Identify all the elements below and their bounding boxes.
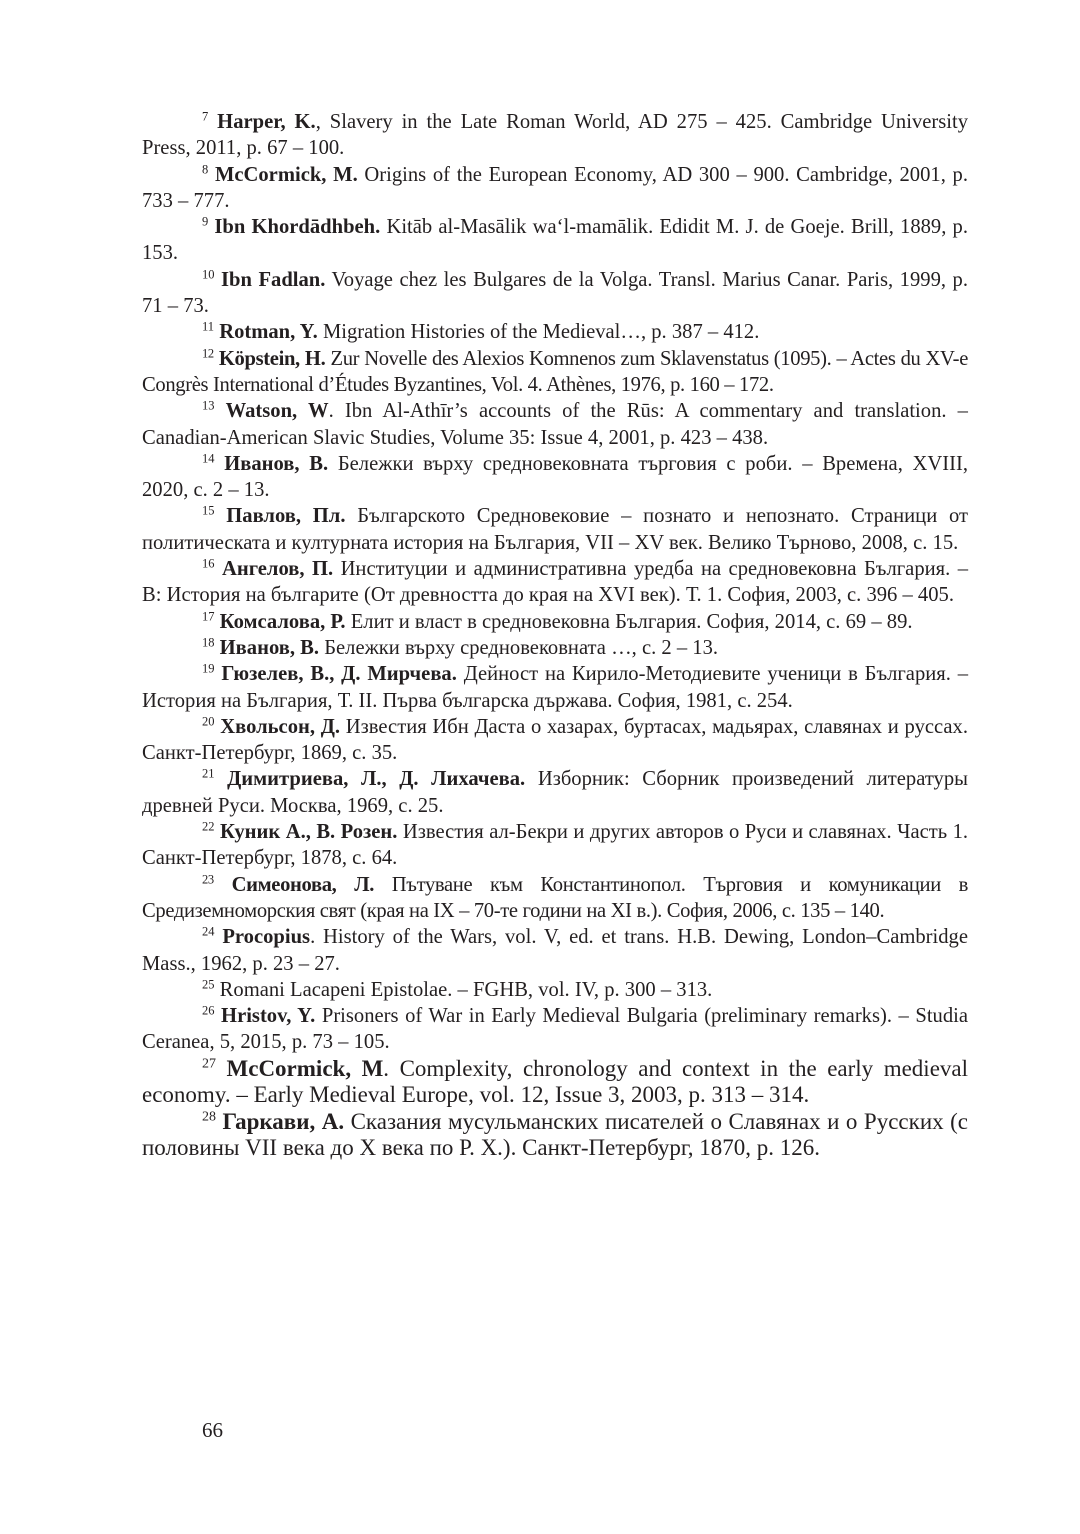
footnote-author: Ibn Fadlan. bbox=[221, 268, 326, 291]
footnotes-list bbox=[142, 109, 968, 1162]
footnote-number: 8 bbox=[202, 162, 209, 177]
footnote-number: 20 bbox=[202, 714, 215, 729]
footnote-23 bbox=[142, 872, 968, 925]
footnote-text: Сказания мусульманских писателей о Славянах и о Русских (с половины VII века до X века по Р. Х.). Санкт-Петербург, 1870, р. 126. bbox=[142, 1108, 968, 1161]
footnote-text: Дейност на Кирило-Методиевите ученици в България. – История на България, Т. II. Първа българска държава. София, 1981, с. 254. bbox=[142, 663, 969, 712]
footnote-author: Ibn Khordādhbeh. bbox=[214, 216, 381, 239]
footnote-number: 26 bbox=[202, 1003, 215, 1018]
footnote-number: 11 bbox=[202, 319, 215, 334]
footnote-author: McCormick, M. bbox=[214, 163, 358, 186]
footnote-number: 12 bbox=[202, 346, 214, 361]
footnote-17 bbox=[142, 609, 968, 635]
footnote-author: Watson, W bbox=[225, 400, 329, 423]
footnote-26 bbox=[142, 1003, 968, 1056]
footnote-author: Гаркави, А. bbox=[222, 1108, 345, 1134]
footnote-15 bbox=[142, 503, 968, 556]
footnote-text: Българското Средновековие – познато и непознато. Страници от политическата и културната история на България, VII – XV век. Велико Търново, 2008, с. 15. bbox=[142, 505, 968, 554]
footnote-text: . Complexity, chronology and context in the early medieval economy. – Early Medieval Europe, vol. 12, Issue 3, 2003, p. 313 – 314. bbox=[142, 1055, 969, 1108]
footnote-text: Бележки върху средновековната търговия с роби. – Времена, XVIII, 2020, с. 2 – 13. bbox=[142, 452, 969, 502]
footnote-12 bbox=[142, 346, 968, 399]
footnote-text: . Ibn Al-Athīr’s accounts of the Rūs: A commentary and translation. – Canadian-American Slavic Studies, Volume 35: Issue 4, 2001, p. 423 – 438. bbox=[142, 400, 968, 449]
footnote-text: Zur Novelle des Alexios Komnenos zum Sklavenstatus (1095). – Actes du XV-e Congrès International d’Études Byzantines, Vol. 4. Athènes, 1976, p. 160 – 172. bbox=[142, 347, 968, 396]
footnote-number: 9 bbox=[202, 214, 209, 229]
footnote-text: Romani Lacapeni Epistolae. – FGHB, vol. IV, p. 300 – 313. bbox=[219, 978, 713, 1001]
footnote-author: Иванов, В. bbox=[224, 452, 329, 475]
footnote-text: Изборник: Сборник произведений литературы древней Руси. Москва, 1969, с. 25. bbox=[142, 768, 968, 817]
footnote-19 bbox=[142, 661, 968, 714]
footnote-text: Институции и административна уредба на средновековна България. – В: История на българите (От древността до края на XVI век). Т. 1. София, 2003, с. 396 – 405. bbox=[142, 558, 968, 607]
footnote-text: Известия ал-Бекри и других авторов о Руси и славянах. Часть 1. Санкт-Петербург, 1878, с. 64. bbox=[142, 821, 969, 870]
footnote-11 bbox=[142, 319, 968, 345]
footnote-text: Елит и власт в средновековна България. София, 2014, с. 69 – 89. bbox=[345, 610, 913, 633]
footnote-27 bbox=[142, 1056, 968, 1109]
footnote-number: 21 bbox=[202, 766, 215, 781]
footnote-20 bbox=[142, 714, 968, 767]
footnote-text: Известия Ибн Даста о хазарах, буртасах, мадьярах, славянах и руссах. Санкт-Петербург, 1869, с. 35. bbox=[142, 715, 968, 765]
footnote-author: Hristov, Y. bbox=[221, 1005, 316, 1028]
footnote-author: McCormick, M bbox=[226, 1055, 384, 1081]
footnote-18 bbox=[142, 635, 968, 661]
footnote-author: Симеонова, Л. bbox=[231, 873, 375, 896]
footnote-text: Пътуване към Константинопол. Търговия и комуникации в Средиземноморския свят (края на IX – 70-те години на XI в.). София, 2006, с. 135 – 140. bbox=[142, 873, 968, 922]
footnote-author: Köpstein, H. bbox=[218, 347, 326, 370]
footnote-text: Voyage chez les Bulgares de la Volga. Transl. Marius Canar. Paris, 1999, p. 71 – 73. bbox=[142, 268, 968, 318]
footnote-28 bbox=[142, 1109, 968, 1162]
footnote-author: Куник А., В. Розен. bbox=[219, 821, 398, 844]
footnote-number: 16 bbox=[202, 556, 215, 571]
footnote-number: 7 bbox=[202, 109, 209, 124]
footnote-author: Павлов, Пл. bbox=[226, 505, 346, 528]
footnote-number: 19 bbox=[202, 661, 215, 676]
footnote-text: Origins of the European Economy, AD 300 – 900. Cambridge, 2001, p. 733 – 777. bbox=[142, 163, 968, 212]
footnote-author: Гюзелев, В., Д. Мирчева. bbox=[221, 663, 457, 686]
footnote-number: 28 bbox=[202, 1109, 216, 1125]
footnote-21 bbox=[142, 766, 968, 819]
footnote-22 bbox=[142, 819, 968, 872]
footnote-7 bbox=[142, 109, 968, 162]
footnote-25 bbox=[142, 977, 968, 1003]
footnote-24 bbox=[142, 924, 968, 977]
footnote-number: 17 bbox=[202, 609, 215, 624]
footnote-author: Иванов, В. bbox=[219, 636, 320, 659]
footnote-10 bbox=[142, 267, 968, 320]
footnote-number: 15 bbox=[202, 503, 215, 518]
footnote-author: Rotman, Y. bbox=[219, 321, 318, 344]
footnote-text: Migration Histories of the Medieval…, p. 387 – 412. bbox=[317, 321, 760, 344]
footnote-author: Комсалова, Р. bbox=[219, 610, 346, 633]
footnote-number: 14 bbox=[202, 451, 215, 466]
footnote-text: Бележки върху средновековната …, с. 2 – 13. bbox=[319, 636, 719, 659]
footnote-number: 27 bbox=[202, 1056, 216, 1072]
footnote-author: Harper, K. bbox=[217, 111, 316, 133]
footnote-number: 18 bbox=[202, 635, 215, 650]
footnote-14 bbox=[142, 451, 968, 504]
footnote-8 bbox=[142, 162, 968, 215]
footnote-author: Ангелов, П. bbox=[221, 558, 334, 581]
footnote-author: Procopius bbox=[222, 926, 311, 949]
footnote-number: 23 bbox=[202, 872, 214, 887]
footnote-16 bbox=[142, 556, 968, 609]
footnote-number: 22 bbox=[202, 819, 215, 834]
footnote-number: 10 bbox=[202, 267, 215, 282]
footnote-9 bbox=[142, 214, 968, 267]
footnote-text: Prisoners of War in Early Medieval Bulgaria (preliminary remarks). – Studia Ceranea, 5, 2015, p. 73 – 105. bbox=[142, 1005, 969, 1054]
footnote-number: 24 bbox=[202, 924, 215, 939]
footnote-number: 25 bbox=[202, 977, 215, 992]
page-number: 66 bbox=[202, 1418, 223, 1442]
footnote-author: Хвольсон, Д. bbox=[220, 715, 341, 738]
footnote-13 bbox=[142, 398, 968, 451]
footnote-text: Kitāb al-Masālik wa‘l-mamālik. Edidit M. J. de Goeje. Brill, 1889, p. 153. bbox=[142, 216, 968, 265]
footnote-author: Димитриева, Л., Д. Лихачева. bbox=[227, 768, 526, 791]
footnote-number: 13 bbox=[202, 398, 215, 413]
footnote-text: , Slavery in the Late Roman World, AD 275 – 425. Cambridge University Press, 2011, p. 67 – 100. bbox=[142, 111, 968, 160]
footnote-text: . History of the Wars, vol. V, ed. et trans. H.B. Dewing, London–Cambridge Mass., 1962, p. 23 – 27. bbox=[142, 926, 968, 975]
